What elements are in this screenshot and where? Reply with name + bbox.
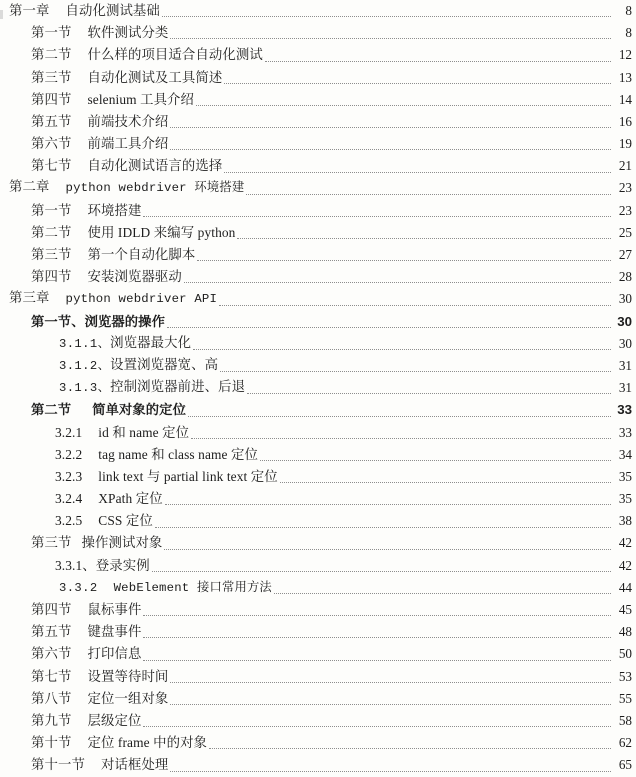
toc-entry-number: 第四节 [31, 91, 72, 107]
toc-entry-page-number: 50 [618, 646, 632, 662]
toc-entry[interactable] [0, 732, 636, 754]
toc-entry-page-number: 14 [618, 91, 632, 107]
toc-entry-title: python webdriver API [65, 292, 218, 307]
toc-entry-label [55, 488, 163, 510]
toc-leader-dots [162, 533, 613, 555]
toc-entry-page-number: 21 [618, 158, 632, 174]
toc-entry[interactable] [0, 178, 636, 200]
toc-entry[interactable] [0, 0, 636, 22]
toc-entry-label [55, 422, 189, 444]
toc-entry-number: 第一节 [31, 25, 72, 41]
toc-entry[interactable] [0, 155, 636, 177]
toc-entry-page-number: 53 [618, 668, 632, 684]
toc-entry-title: 设置等待时间 [87, 668, 169, 684]
toc-entry-page-number: 23 [618, 180, 632, 196]
toc-entry[interactable] [0, 333, 636, 355]
toc-entry-number: 3.1.3、 [59, 381, 111, 396]
toc-entry[interactable] [0, 44, 636, 66]
toc-leader-dots [263, 44, 613, 66]
toc-leader-dots [222, 155, 613, 177]
toc-leader-dots [182, 266, 613, 288]
toc-entry-label [31, 621, 141, 643]
toc-entry-page-number: 13 [618, 69, 632, 85]
toc-entry-number: 第四节 [31, 269, 72, 285]
toc-entry-title: 前端工具介绍 [87, 136, 169, 152]
toc-entry[interactable] [0, 466, 636, 488]
toc-entry[interactable] [0, 643, 636, 665]
toc-entry[interactable] [0, 89, 636, 111]
toc-entry-label [55, 555, 150, 577]
toc-entry-page-number: 42 [618, 535, 632, 551]
toc-entry-title: 定位 frame 中的对象 [87, 735, 208, 751]
toc-entry-number: 3.3.1、 [55, 557, 96, 573]
toc-entry-number: 3.2.5 [55, 513, 83, 529]
toc-entry-label [59, 576, 272, 599]
toc-entry-page-number: 28 [618, 269, 632, 285]
toc-entry[interactable] [0, 244, 636, 266]
toc-entry-label [31, 244, 195, 266]
toc-entry[interactable] [0, 200, 636, 222]
toc-entry[interactable] [0, 222, 636, 244]
toc-entry[interactable] [0, 67, 636, 89]
toc-entry-number: 第十一节 [31, 757, 85, 773]
toc-leader-dots [153, 510, 613, 532]
toc-entry-number: 第八节 [31, 690, 72, 706]
toc-entry-page-number: 30 [617, 313, 632, 329]
toc-entry-page-number: 45 [618, 602, 632, 618]
toc-entry-page-number: 31 [618, 380, 632, 396]
toc-entry-title: 使用 IDLD 来编写 python [87, 224, 236, 240]
toc-entry-page-number: 8 [625, 25, 632, 41]
toc-entry-number: 第一节、浏览器的操作 [31, 313, 165, 329]
toc-leader-dots [207, 732, 613, 754]
toc-entry-number: 第七节 [31, 158, 72, 174]
toc-entry-page-number: 42 [618, 557, 632, 573]
toc-entry-number: 3.2.2 [55, 446, 83, 462]
toc-entry-page-number: 19 [618, 136, 632, 152]
toc-entry-number: 第九节 [31, 712, 72, 728]
toc-entry-page-number: 58 [618, 712, 632, 728]
toc-entry-title: 软件测试分类 [87, 25, 169, 41]
toc-entry-number: 第三节 [31, 69, 72, 85]
toc-entry-page-number: 33 [617, 402, 632, 418]
toc-entry-page-number: 55 [618, 690, 632, 706]
toc-entry[interactable] [0, 22, 636, 44]
toc-entry-title: 键盘事件 [87, 624, 142, 640]
toc-entry-title: 简单对象的定位 [92, 402, 186, 418]
toc-entry-page-number: 31 [618, 357, 632, 373]
toc-entry-number: 第三节 [31, 247, 72, 263]
toc-entry[interactable] [0, 710, 636, 732]
toc-entry-title: 鼠标事件 [87, 602, 142, 618]
toc-entry-label [55, 444, 258, 466]
toc-leader-dots [141, 710, 613, 732]
toc-entry-title: 登录实例 [95, 557, 150, 573]
toc-entry[interactable] [0, 510, 636, 532]
toc-leader-dots [168, 666, 613, 688]
toc-leader-dots [168, 688, 613, 710]
toc-entry-label [31, 155, 222, 177]
toc-entry-number: 第二节 [31, 224, 72, 240]
toc-entry-page-number: 23 [618, 202, 632, 218]
toc-entry-title: WebElement 接口常用方法 [113, 580, 272, 595]
toc-entry-label [55, 466, 278, 488]
toc-entry-label [31, 222, 235, 244]
toc-entry-label [31, 643, 141, 665]
toc-entry-number: 第一节 [31, 202, 72, 218]
toc-entry-label [31, 311, 165, 333]
toc-entry-title: selenium 工具介绍 [87, 91, 195, 107]
toc-entry-page-number: 25 [618, 224, 632, 240]
toc-leader-dots [163, 488, 613, 510]
toc-entry-page-number: 62 [618, 735, 632, 751]
toc-entry-title: 对话框处理 [100, 757, 169, 773]
toc-entry-label [55, 510, 153, 532]
toc-entry-title: 前端技术介绍 [87, 113, 169, 129]
toc-entry[interactable] [0, 555, 636, 577]
toc-entry-label [9, 0, 160, 22]
toc-entry-page-number: 35 [618, 491, 632, 507]
toc-entry[interactable] [0, 422, 636, 444]
toc-entry-title: XPath 定位 [98, 491, 163, 507]
toc-leader-dots [141, 200, 613, 222]
toc-entry-number: 第三节 [31, 535, 72, 551]
toc-entry[interactable] [0, 488, 636, 510]
toc-entry-label [31, 532, 162, 554]
toc-entry-number: 第四节 [31, 602, 72, 618]
toc-leader-dots [218, 355, 613, 377]
toc-entry-label [31, 688, 168, 710]
toc-entry-number: 第五节 [31, 113, 72, 129]
toc-entry-label [31, 44, 263, 66]
toc-entry-page-number: 16 [618, 113, 632, 129]
toc-leader-dots [244, 178, 613, 200]
toc-entry[interactable] [0, 133, 636, 155]
toc-entry-title: id 和 name 定位 [98, 424, 190, 440]
toc-entry-number: 第二节 [31, 47, 72, 63]
toc-leader-dots [191, 333, 613, 355]
toc-entry-label [31, 111, 168, 133]
toc-entry-label [9, 176, 244, 199]
toc-entry-label [31, 200, 141, 222]
toc-entry-label [59, 332, 191, 355]
toc-entry-number: 3.2.1 [55, 424, 83, 440]
toc-entry[interactable] [0, 688, 636, 710]
toc-entry-label [31, 266, 182, 288]
toc-entry-title: 设置浏览器宽、高 [110, 356, 219, 372]
toc-entry-page-number: 27 [618, 247, 632, 263]
toc-entry[interactable] [0, 311, 636, 333]
toc-leader-dots [168, 111, 613, 133]
toc-entry[interactable] [0, 266, 636, 288]
toc-entry-page-number: 35 [618, 468, 632, 484]
toc-leader-dots [141, 643, 613, 665]
toc-entry-number: 第二章 [9, 179, 50, 195]
toc-entry-number: 第六节 [31, 136, 72, 152]
toc-entry[interactable] [0, 754, 636, 776]
page-edge-mark [0, 10, 3, 19]
toc-entry[interactable] [0, 355, 636, 377]
toc-entry-label [31, 754, 168, 776]
toc-leader-dots [160, 0, 613, 22]
toc-entry-title: tag name 和 class name 定位 [98, 446, 258, 462]
toc-entry-title: 第一个自动化脚本 [87, 247, 196, 263]
toc-entry-number: 第十节 [31, 735, 72, 751]
toc-entry-page-number: 8 [625, 2, 632, 18]
toc-entry-page-number: 33 [618, 424, 632, 440]
toc-entry-label [31, 399, 186, 421]
toc-entry-title: CSS 定位 [98, 513, 153, 529]
toc-entry-label [31, 599, 141, 621]
toc-entry[interactable] [0, 444, 636, 466]
toc-entry[interactable] [0, 533, 636, 555]
toc-entry-title: python webdriver 环境搭建 [65, 181, 245, 196]
toc-entry-number: 第七节 [31, 668, 72, 684]
toc-entry[interactable] [0, 599, 636, 621]
toc-entry-title: 控制浏览器前进、后退 [110, 379, 246, 395]
toc-entry[interactable] [0, 621, 636, 643]
toc-leader-dots [141, 621, 613, 643]
toc-entry-page-number: 65 [618, 757, 632, 773]
toc-entry-title: 什么样的项目适合自动化测试 [87, 47, 263, 63]
toc-leader-dots [258, 444, 613, 466]
toc-entry-label [31, 732, 207, 754]
toc-entry-number: 3.3.2 [59, 580, 98, 595]
toc-entry-number: 3.2.3 [55, 468, 83, 484]
toc-entry-title: 自动化测试及工具简述 [87, 69, 223, 85]
toc-entry-number: 第一章 [9, 2, 50, 18]
toc-leader-dots [195, 244, 613, 266]
toc-entry-label [31, 666, 168, 688]
toc-entry-page-number: 12 [618, 47, 632, 63]
toc-leader-dots [165, 311, 613, 333]
toc-leader-dots [168, 754, 613, 776]
toc-entry-page-number: 48 [618, 624, 632, 640]
toc-entry-number: 3.2.4 [55, 491, 83, 507]
toc-entry-title: link text 与 partial link text 定位 [98, 468, 278, 484]
toc-entry-label [9, 287, 217, 310]
toc-entry-label [59, 376, 245, 399]
toc-leader-dots [141, 599, 613, 621]
toc-entry-page-number: 38 [618, 513, 632, 529]
toc-entry-label [31, 67, 222, 89]
toc-entry[interactable] [0, 399, 636, 421]
toc-leader-dots [222, 67, 613, 89]
toc-entry-number: 第二节 [31, 402, 72, 418]
toc-entry-page-number: 44 [618, 579, 632, 595]
toc-entry-title: 自动化测试语言的选择 [87, 158, 223, 174]
toc-entry-title: 环境搭建 [87, 202, 142, 218]
toc-entry-label [59, 354, 218, 377]
toc-entry-page-number: 34 [618, 446, 632, 462]
toc-entry-label [31, 22, 168, 44]
toc-entry-title: 操作测试对象 [81, 535, 163, 551]
toc-entry-page-number: 30 [618, 335, 632, 351]
toc-entry-title: 自动化测试基础 [65, 2, 160, 18]
toc-entry[interactable] [0, 666, 636, 688]
toc-entry-label [31, 710, 141, 732]
toc-entry-number: 第六节 [31, 646, 72, 662]
toc-leader-dots [278, 466, 613, 488]
toc-leader-dots [150, 555, 613, 577]
toc-entry-title: 定位一组对象 [87, 690, 169, 706]
toc-entry-label [31, 89, 194, 111]
toc-entry-number: 第三章 [9, 290, 50, 306]
toc-entry[interactable] [0, 377, 636, 399]
toc-leader-dots [168, 133, 613, 155]
toc-entry[interactable] [0, 111, 636, 133]
toc-leader-dots [186, 399, 613, 421]
toc-leader-dots [189, 422, 613, 444]
toc-leader-dots [168, 22, 613, 44]
toc-leader-dots [235, 222, 613, 244]
toc-entry-page-number: 30 [618, 291, 632, 307]
toc-entry-title: 安装浏览器驱动 [87, 269, 182, 285]
toc-entry[interactable] [0, 288, 636, 310]
toc-leader-dots [245, 377, 613, 399]
toc-entry-number: 3.1.2、 [59, 358, 111, 373]
toc-entry-title: 浏览器最大化 [110, 334, 192, 350]
toc-leader-dots [194, 89, 613, 111]
toc-entry[interactable] [0, 577, 636, 599]
toc-entry-label [31, 133, 168, 155]
toc-entry-title: 打印信息 [87, 646, 142, 662]
toc-leader-dots [217, 288, 613, 310]
toc-entry-number: 第五节 [31, 624, 72, 640]
toc-entry-title: 层级定位 [87, 712, 142, 728]
toc-entry-number: 3.1.1、 [59, 336, 111, 351]
toc-leader-dots [272, 577, 613, 599]
